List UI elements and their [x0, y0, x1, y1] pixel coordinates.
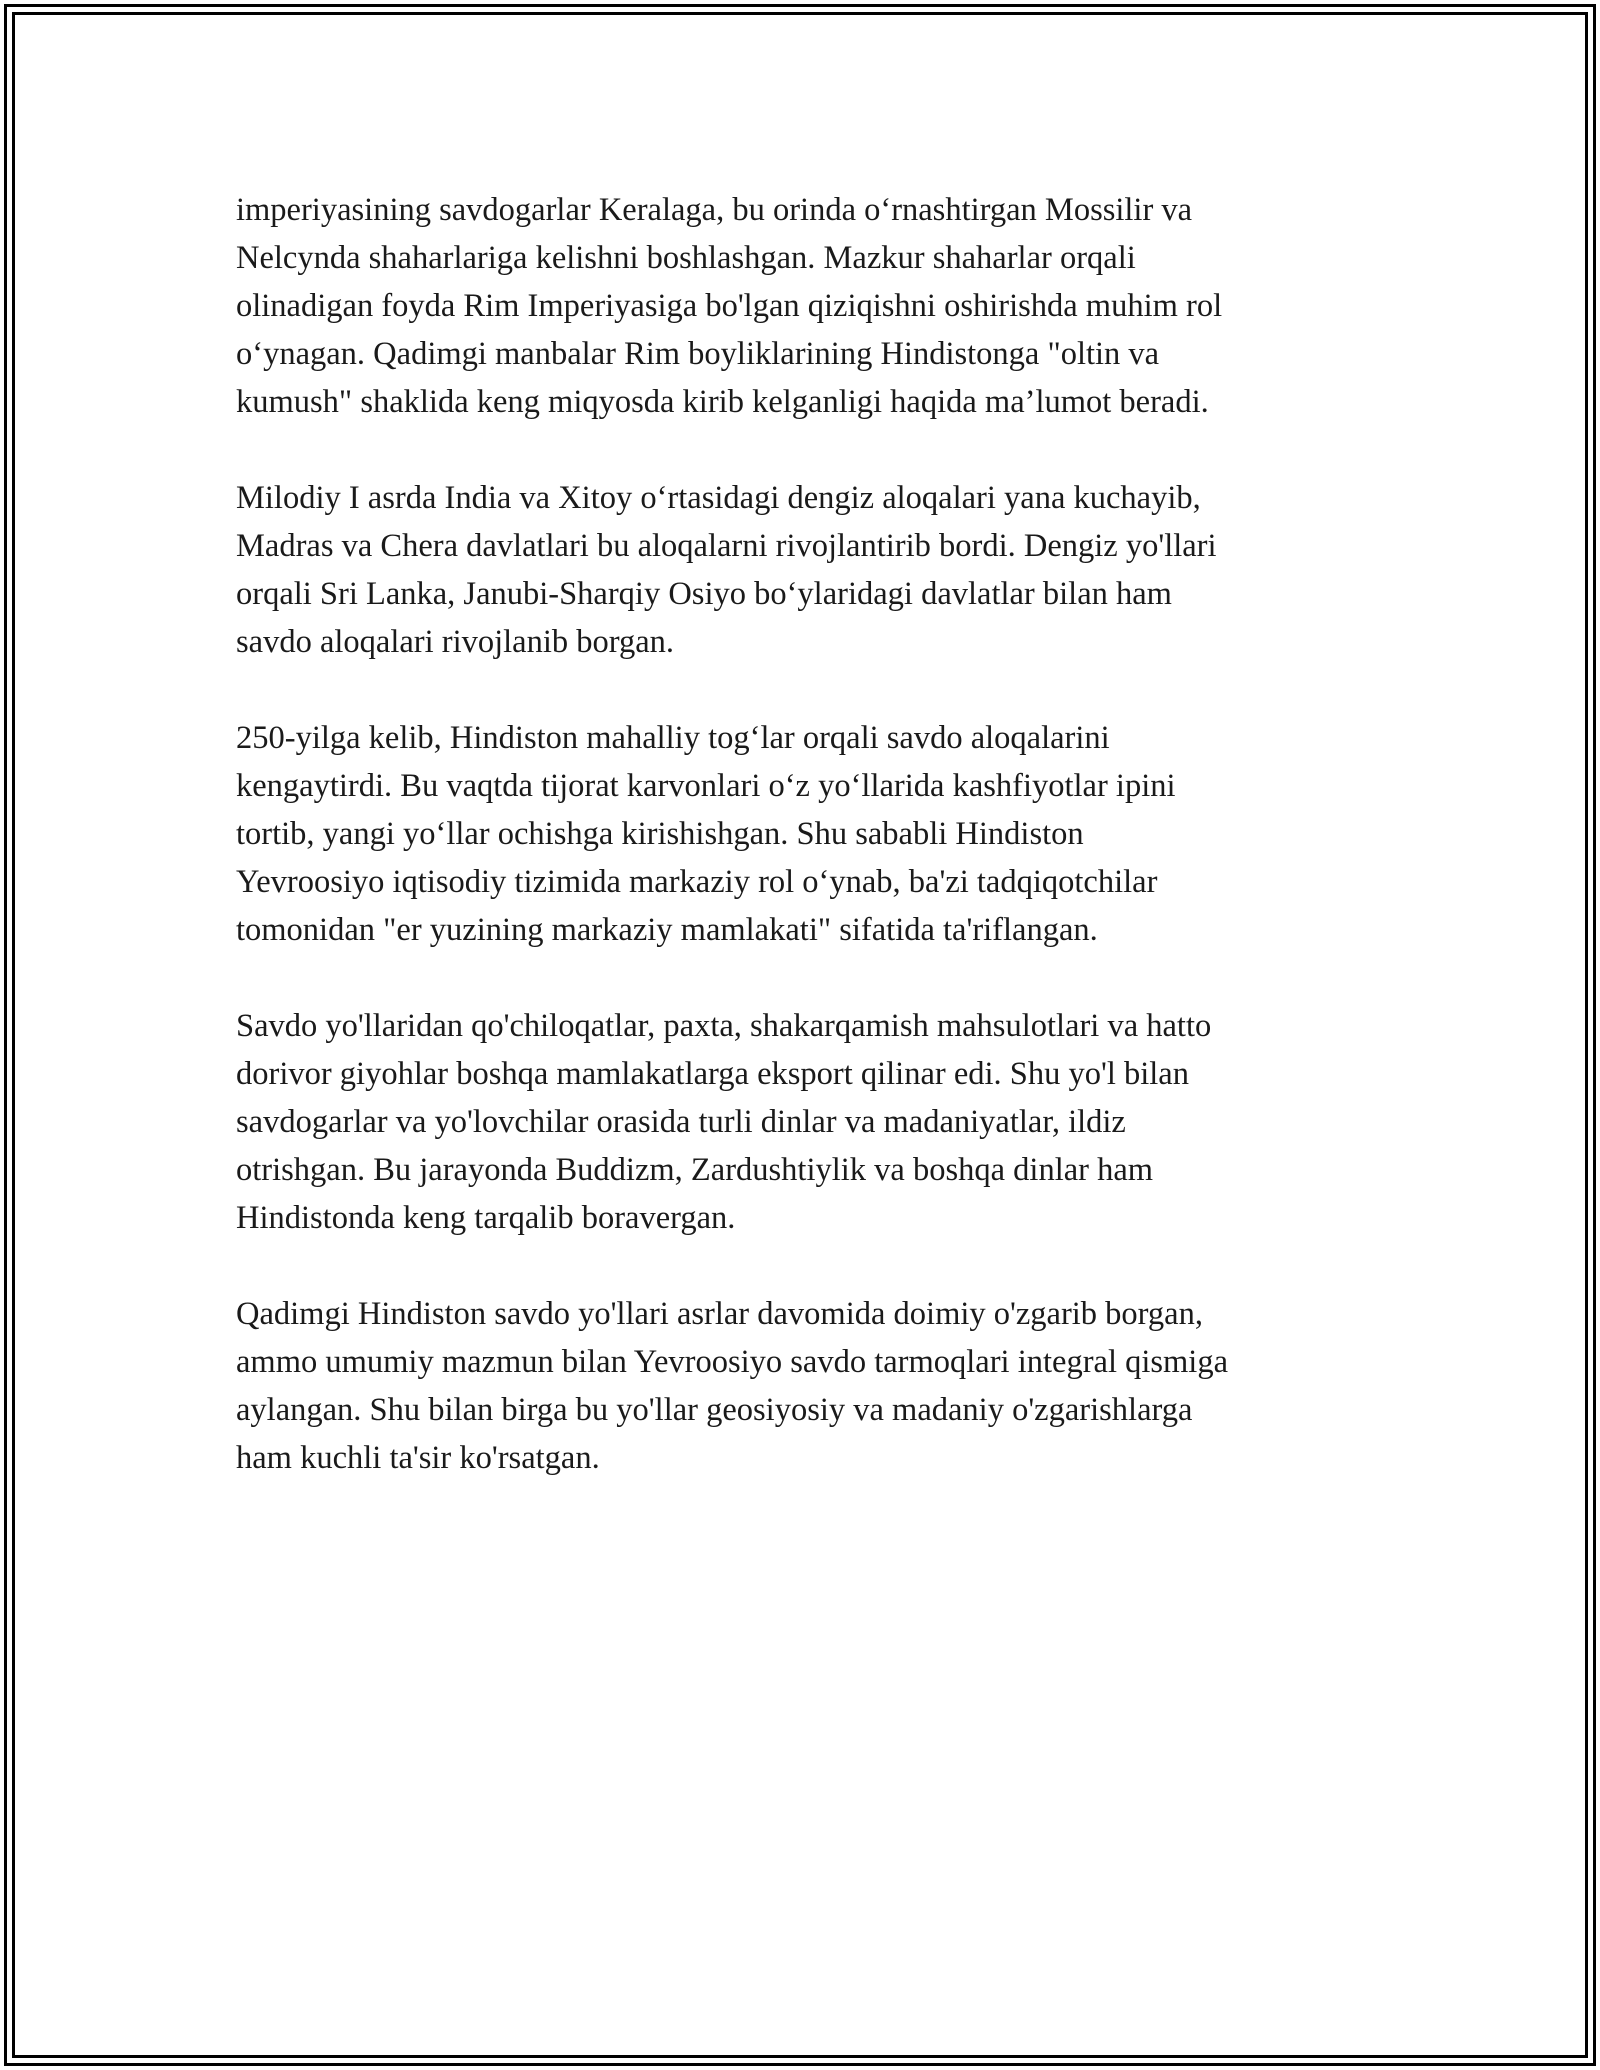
paragraph-3: [236, 714, 1416, 954]
paragraph-line: Nelcynda shaharlariga kelishni boshlashgan. Mazkur shaharlar orqali: [236, 240, 1136, 276]
paragraph-line: ammo umumiy mazmun bilan Yevroosiyo savdo tarmoqlari integral qismiga: [236, 1344, 1229, 1380]
paragraph-line: savdo aloqalari rivojlanib borgan.: [236, 624, 675, 660]
paragraph-line: orqali Sri Lanka, Janubi-Sharqiy Osiyo bo‘ylaridagi davlatlar bilan ham: [236, 576, 1172, 612]
paragraph-line: Savdo yo'llaridan qo'chiloqatlar, paxta, shakarqamish mahsulotlari va hatto: [236, 1008, 1212, 1044]
paragraph-line: ham kuchli ta'sir ko'rsatgan.: [236, 1440, 600, 1476]
paragraph-line: otrishgan. Bu jarayonda Buddizm, Zardushtiylik va boshqa dinlar ham: [236, 1152, 1154, 1188]
paragraph-line: Milodiy I asrda India va Xitoy o‘rtasidagi dengiz aloqalari yana kuchayib,: [236, 480, 1201, 516]
paragraph-4: [236, 1002, 1416, 1242]
paragraph-line: Qadimgi Hindiston savdo yo'llari asrlar davomida doimiy o'zgarib borgan,: [236, 1296, 1203, 1332]
paragraph-line: kengaytirdi. Bu vaqtda tijorat karvonlari o‘z yo‘llarida kashfiyotlar ipini: [236, 768, 1176, 804]
paragraph-line: o‘ynagan. Qadimgi manbalar Rim boyliklarining Hindistonga "oltin va: [236, 336, 1160, 372]
paragraph-line: Madras va Chera davlatlari bu aloqalarni rivojlantirib bordi. Dengiz yo'llari: [236, 528, 1217, 564]
paragraph-1: [236, 186, 1416, 426]
paragraph-line: kumush" shaklida keng miqyosda kirib kelganligi haqida ma’lumot beradi.: [236, 384, 1209, 420]
paragraph-line: tomonidan "er yuzining markaziy mamlakati" sifatida ta'riflangan.: [236, 912, 1098, 948]
paragraph-2: [236, 474, 1416, 666]
paragraph-5: [236, 1290, 1416, 1482]
paragraph-line: savdogarlar va yo'lovchilar orasida turli dinlar va madaniyatlar, ildiz: [236, 1104, 1126, 1140]
paragraph-line: aylangan. Shu bilan birga bu yo'llar geosiyosiy va madaniy o'zgarishlarga: [236, 1392, 1193, 1428]
paragraph-line: Yevroosiyo iqtisodiy tizimida markaziy rol o‘ynab, ba'zi tadqiqotchilar: [236, 864, 1158, 900]
paragraph-line: imperiyasining savdogarlar Keralaga, bu orinda o‘rnashtirgan Mossilir va: [236, 192, 1193, 228]
paragraph-line: dorivor giyohlar boshqa mamlakatlarga eksport qilinar edi. Shu yo'l bilan: [236, 1056, 1189, 1092]
paragraph-line: Hindistonda keng tarqalib boravergan.: [236, 1200, 736, 1236]
paragraph-line: tortib, yangi yo‘llar ochishga kirishishgan. Shu sababli Hindiston: [236, 816, 1084, 852]
paragraph-line: olinadigan foyda Rim Imperiyasiga bo'lgan qiziqishni oshirishda muhim rol: [236, 288, 1223, 324]
paragraph-line: 250-yilga kelib, Hindiston mahalliy tog‘lar orqali savdo aloqalarini: [236, 720, 1110, 756]
document-body: [236, 186, 1416, 1530]
